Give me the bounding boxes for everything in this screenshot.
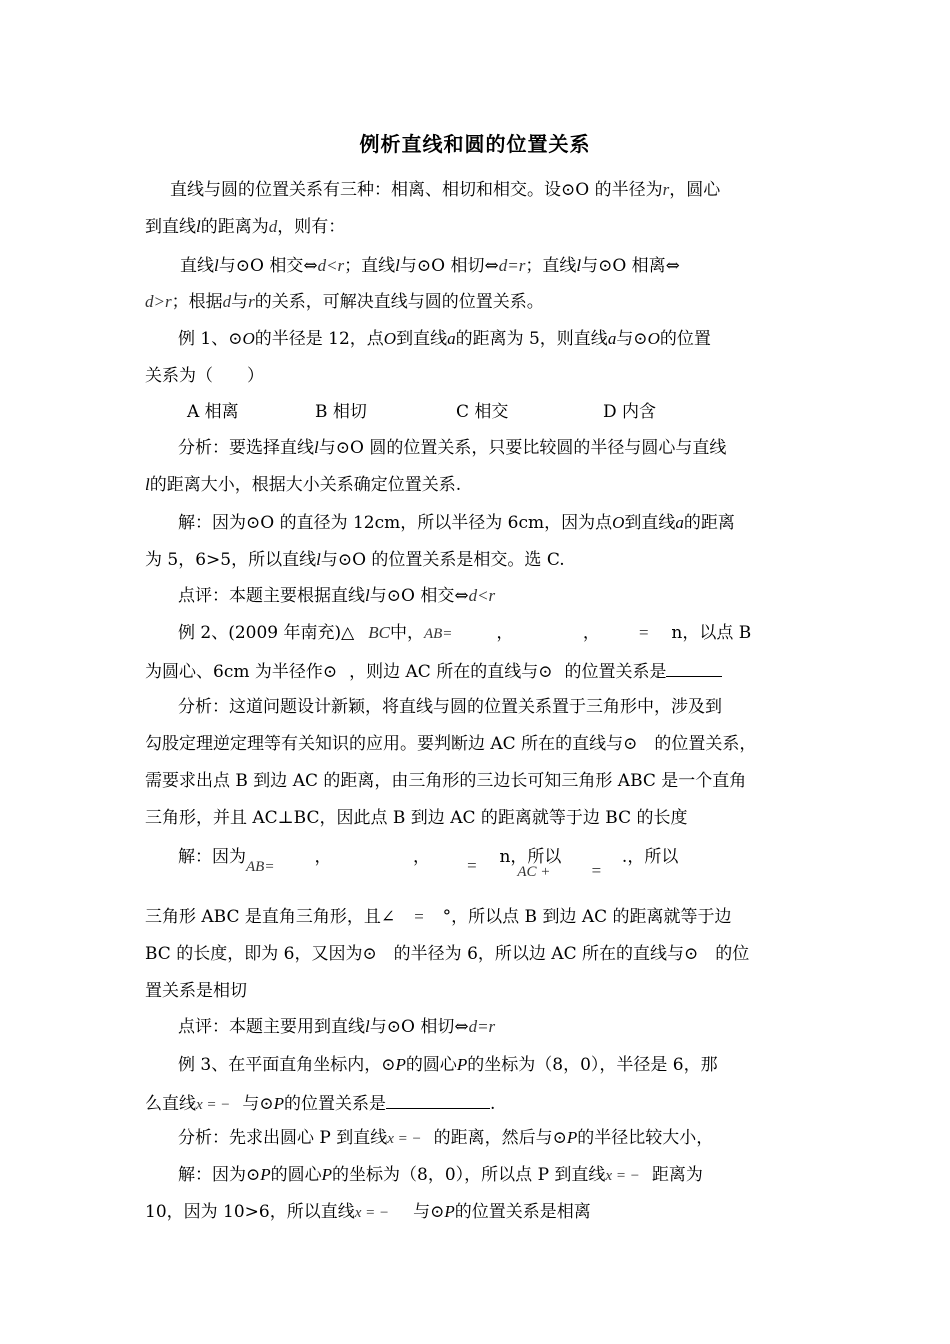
math-d-lt-r: d<r — [468, 586, 496, 605]
text: ，则边 AC 所在的直线与⊙ — [349, 662, 553, 682]
analysis2-line-4: 三角形，并且 AC⊥BC，因此点 B 到边 AC 的距离就等于边 BC 的长度 — [145, 808, 688, 828]
text: ， — [582, 623, 600, 643]
math-ac: AC + — [517, 864, 551, 880]
math-l: l — [576, 256, 582, 275]
text: 的坐标为（8，0），半径是 6，那 — [467, 1055, 718, 1075]
text: 的半径比较大小， — [577, 1128, 714, 1148]
text: ；根据 — [171, 292, 223, 312]
text: 10，因为 10>6，所以直线 — [145, 1202, 355, 1222]
math-O: O — [612, 513, 625, 532]
math-x: x = − — [354, 1205, 390, 1221]
math-d-lt-r: d<r — [317, 256, 345, 275]
text: 的位置关系是 — [564, 662, 667, 682]
text: .，所以 — [621, 847, 679, 867]
option-a: A 相离 — [187, 402, 239, 422]
text: 例 2、(2009 年南充)△ — [178, 623, 355, 643]
math-eq: = — [637, 623, 650, 642]
text: 三角形 ABC 是直角三角形，且∠ — [145, 907, 396, 927]
option-b: B 相切 — [315, 402, 367, 422]
math-l: l — [316, 550, 321, 569]
text: ， — [314, 847, 323, 867]
option-d: D 内含 — [603, 402, 657, 422]
analysis1-line-2 — [145, 473, 461, 497]
text: 与⊙O 相交⇔ — [218, 256, 318, 276]
example3-line-1 — [178, 1053, 718, 1077]
analysis2-line-1: 分析：这道问题设计新颖，将直线与圆的位置关系置于三角形中，涉及到 — [178, 697, 722, 717]
example3-line-2 — [145, 1090, 495, 1117]
math-l: l — [145, 475, 150, 494]
math-P: P — [456, 1055, 468, 1074]
math-l: l — [365, 586, 370, 605]
math-O: O — [383, 329, 397, 348]
text: 的位置关系是 — [284, 1094, 387, 1114]
text: 到直线 — [396, 329, 448, 349]
answer-blank — [386, 1090, 490, 1109]
text: 例 3、在平面直角坐标内，⊙ — [178, 1055, 396, 1075]
text: 解：因为⊙ — [178, 1165, 261, 1185]
math-l: l — [196, 217, 201, 236]
text: 点评：本题主要根据直线 — [178, 586, 365, 606]
math-x: x = − — [196, 1097, 231, 1113]
text: 的关系，可解决直线与圆的位置关系。 — [254, 292, 544, 312]
text: 的距离为 5，则直线 — [455, 329, 608, 349]
text: ；直线 — [344, 256, 396, 276]
math-l: l — [314, 438, 319, 457]
text: 与⊙ — [616, 329, 648, 349]
math-l: l — [395, 256, 400, 275]
text: 为 5，6>5，所以直线 — [145, 550, 317, 570]
text: 的坐标为（8，0），所以点 P 到直线 — [332, 1165, 606, 1185]
math-d: d — [222, 292, 232, 311]
text: 为圆心、6cm 为半径作⊙ — [145, 662, 338, 682]
math-x: x = − — [387, 1131, 422, 1147]
intro-line-1 — [170, 178, 720, 202]
math-eq: = — [465, 856, 478, 875]
math-r: r — [248, 292, 255, 311]
text: ，则有： — [277, 217, 346, 237]
example1-line-1 — [178, 327, 711, 351]
solution1-line-2 — [145, 548, 565, 572]
text: 解：因为 — [178, 847, 246, 867]
math-bc: BC — [368, 623, 390, 642]
math-P: P — [321, 1165, 333, 1184]
math-O: O — [242, 329, 255, 348]
solution3-line-2 — [145, 1200, 591, 1225]
math-l: l — [214, 256, 219, 275]
math-r: r — [662, 180, 670, 199]
math-d: d — [268, 217, 278, 236]
text: 的距离大小，根据大小关系确定位置关系. — [149, 475, 462, 495]
text: 分析：先求出圆心 P 到直线 — [178, 1128, 388, 1148]
text: 与⊙O 相切⇔ — [369, 1017, 469, 1037]
solution3-line-1 — [178, 1163, 703, 1188]
math-P: P — [273, 1094, 285, 1113]
math-l: l — [365, 1017, 370, 1036]
text: °，所以点 B 到边 AC 的距离就等于边 — [442, 907, 732, 927]
solution2-line-1 — [178, 845, 679, 880]
text: 点评：本题主要用到直线 — [178, 1017, 365, 1037]
example1-line-2: 关系为（ ） — [145, 366, 264, 386]
text: 的位置关系是相离 — [454, 1202, 591, 1222]
text: 的距离 — [683, 513, 735, 533]
math-eq: = — [590, 861, 602, 880]
text: 与⊙O 相切⇔ — [399, 256, 499, 276]
text: 的圆心 — [405, 1055, 457, 1075]
solution2-line-4: 置关系是相切 — [145, 981, 247, 1001]
analysis2-line-2: 勾股定理逆定理等有关知识的应用。要判断边 AC 所在的直线与⊙ 的位置关系， — [145, 734, 757, 754]
text: 直线 — [180, 256, 214, 276]
text: 例 1、⊙ — [178, 329, 243, 349]
text: 与⊙O 相离⇔ — [581, 256, 680, 276]
text: 直线与圆的位置关系有三种：相离、相切和相交。设⊙O 的半径为 — [170, 180, 663, 200]
solution2-line-3: BC 的长度，即为 6，又因为⊙ 的半径为 6，所以边 AC 所在的直线与⊙ 的位 — [145, 944, 750, 964]
text: 与 — [231, 292, 249, 312]
math-P: P — [260, 1165, 271, 1184]
text: 解：因为⊙O 的直径为 12cm，所以半径为 6cm，因为点 — [178, 513, 613, 533]
page-title: 例析直线和圆的位置关系 — [359, 132, 591, 156]
text: 到直线 — [145, 217, 196, 237]
option-c: C 相交 — [456, 402, 509, 422]
math-d-gt-r: d>r — [145, 292, 172, 311]
intro-line-2 — [145, 215, 345, 239]
text: ；直线 — [525, 256, 577, 276]
math-ab: AB= — [423, 626, 453, 642]
math-a: a — [447, 329, 456, 348]
text: 的圆心 — [270, 1165, 322, 1185]
relations-line-1 — [180, 254, 680, 278]
text: 与⊙ — [413, 1202, 445, 1222]
solution1-line-1 — [178, 511, 735, 535]
analysis2-line-3: 需要求出点 B 到边 AC 的距离，由三角形的三边长可知三角形 ABC 是一个直角 — [145, 771, 747, 791]
text: 与⊙ — [242, 1094, 274, 1114]
text: 与⊙O 相交⇔ — [369, 586, 469, 606]
text: n，所以 — [499, 847, 562, 867]
text: 分析：要选择直线 — [178, 438, 314, 458]
text: ，圆心 — [669, 180, 721, 200]
comment2 — [178, 1015, 495, 1039]
math-a: a — [607, 329, 617, 348]
example2-line-2 — [145, 658, 722, 684]
math-x: x = − — [605, 1168, 640, 1184]
text: 中， — [389, 623, 424, 643]
math-P: P — [566, 1128, 578, 1147]
text: . — [490, 1094, 496, 1114]
relations-line-2 — [145, 290, 544, 314]
math-ab: AB= — [246, 859, 275, 875]
text: 的位置 — [659, 329, 711, 349]
text: 的距离，然后与⊙ — [433, 1128, 567, 1148]
text: ， — [496, 623, 505, 643]
math-P: P — [444, 1202, 455, 1221]
math-P: P — [395, 1055, 406, 1074]
solution2-line-2 — [145, 905, 732, 929]
math-O: O — [647, 329, 660, 348]
math-d-eq-r: d=r — [468, 1017, 496, 1036]
text: ， — [412, 847, 430, 867]
text: 的半径是 12，点 — [254, 329, 384, 349]
analysis1-line-1 — [178, 436, 726, 460]
example2-line-1 — [178, 621, 751, 646]
text: 到直线 — [624, 513, 676, 533]
text: 距离为 — [651, 1165, 703, 1185]
text: n，以点 B — [671, 623, 752, 643]
text: 的距离为 — [200, 217, 269, 237]
comment1 — [178, 584, 495, 608]
text: 与⊙O 圆的位置关系，只要比较圆的半径与圆心与直线 — [318, 438, 727, 458]
answer-blank — [666, 658, 722, 677]
text: 么直线 — [145, 1094, 196, 1114]
math-d-eq-r: d=r — [498, 256, 526, 275]
math-eq: = — [413, 907, 425, 926]
analysis3 — [178, 1126, 713, 1151]
math-a: a — [675, 513, 684, 532]
text: 与⊙O 的位置关系是相交。选 C. — [320, 550, 565, 570]
